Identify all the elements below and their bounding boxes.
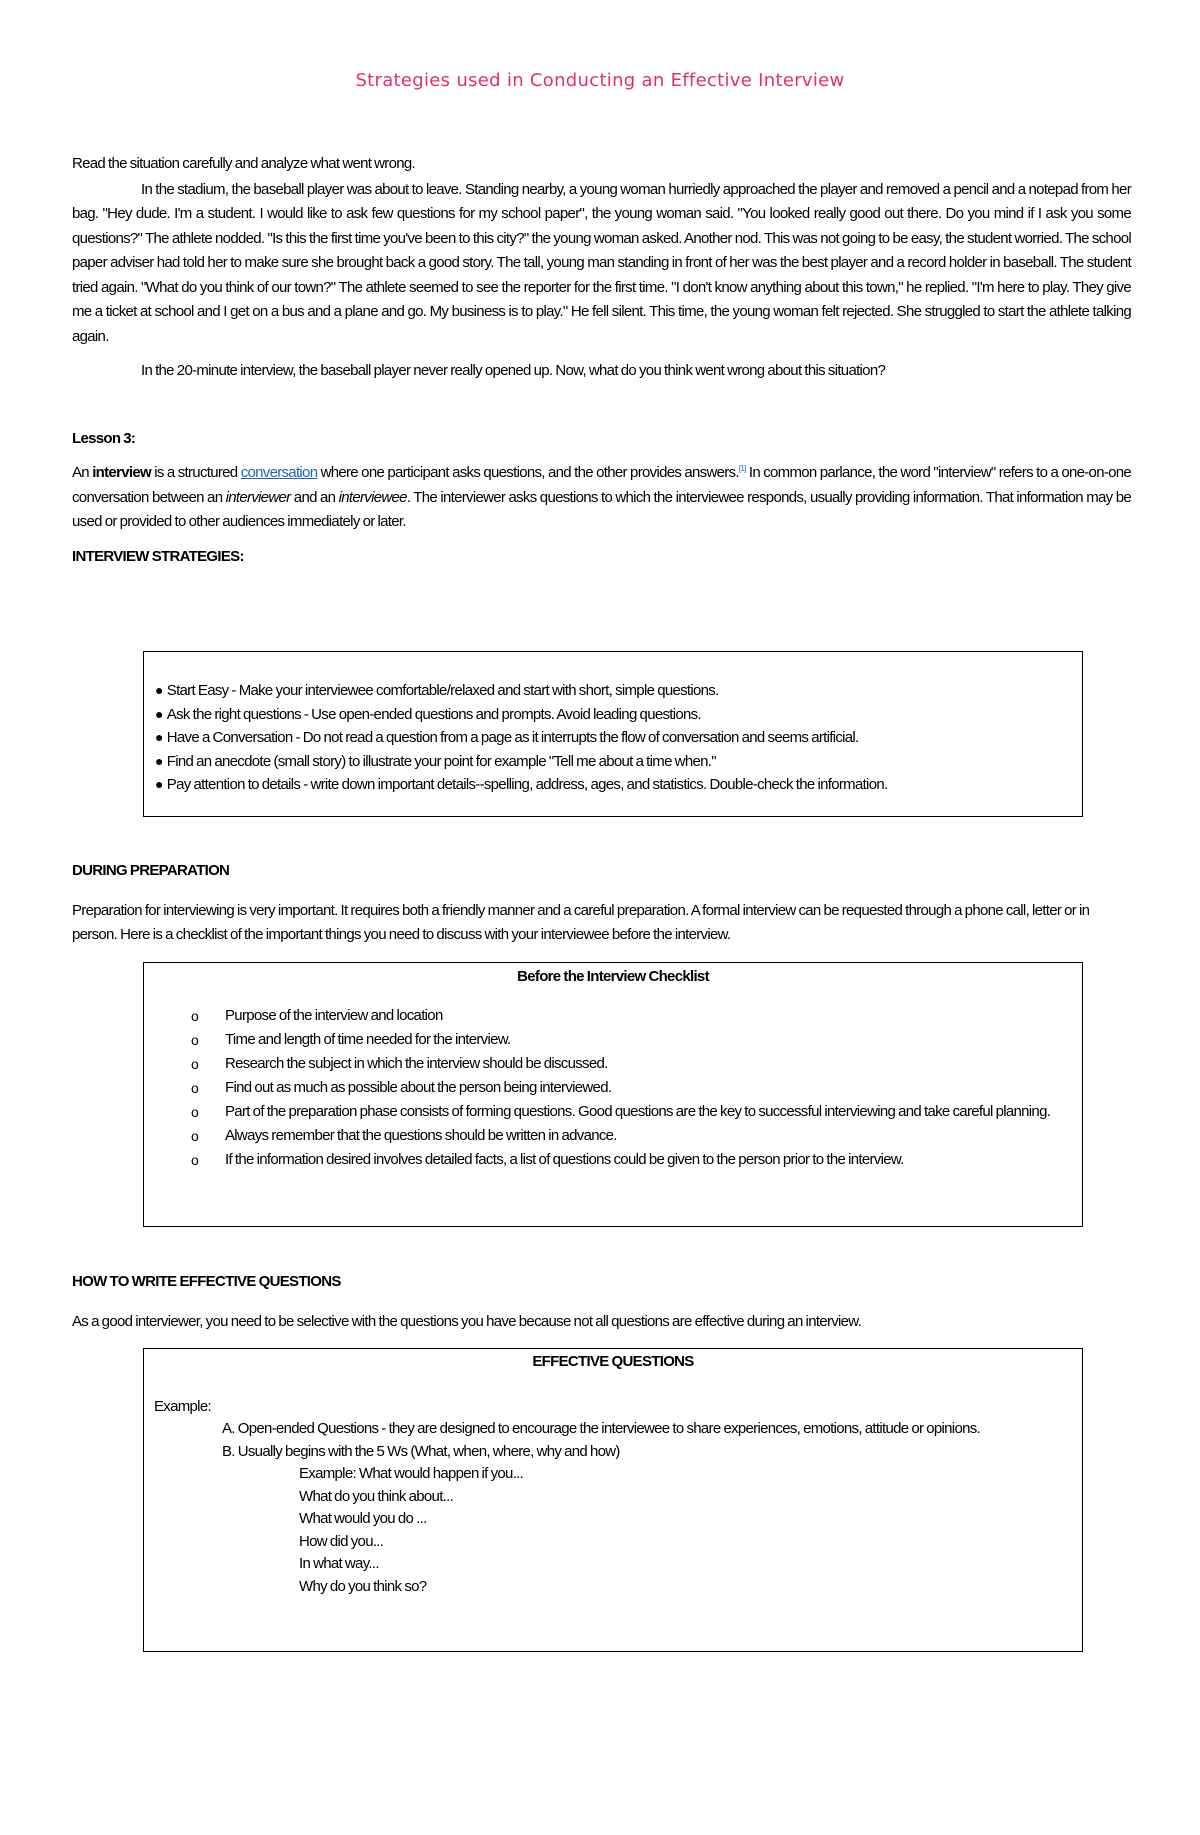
list-item — [155, 750, 1082, 774]
definition-part-2: where one participant asks questions, and the other provides answers. — [320, 464, 739, 481]
checklist-text: If the information desired involves detailed facts, a list of questions could be given to the person prior to the interview. — [225, 1151, 904, 1168]
list-item — [144, 1076, 1082, 1100]
strategy-text: Find an anecdote (small story) to illustrate your point for example "Tell me about a time when." — [166, 752, 716, 770]
checklist-text: Time and length of time needed for the interview. — [225, 1031, 511, 1048]
circle-bullet-icon: o — [191, 1032, 199, 1048]
checklist-text: Research the subject in which the interview should be discussed. — [225, 1055, 608, 1072]
strategy-text: Pay attention to details - write down important details--spelling, address, ages, and statistics. Double-check the information. — [166, 776, 888, 793]
checklist-text: Purpose of the interview and location — [225, 1007, 443, 1024]
circle-bullet-icon: o — [191, 1008, 199, 1024]
definition-part-4: . The interviewer asks questions to which the interviewee responds, usually providing information. That information may be used or provided to other audiences immediately or later. — [72, 488, 1132, 530]
list-item — [144, 1124, 1082, 1148]
sample-question: What would you do ... — [299, 1510, 427, 1527]
definition-part-3: In common parlance, the word "interview" refers to a one-on-one conversation between an — [72, 464, 1132, 506]
preparation-text: Preparation for interviewing is very important. It requires both a friendly manner and a careful preparation. A formal interview can be requested through a phone call, letter or in person. Here is a checklist of the important things you need to discuss with your interviewee before the interview. — [72, 901, 1090, 943]
definition-interviewer: interviewer — [225, 488, 291, 506]
questions-section — [72, 1270, 1131, 1334]
checklist-text: Find out as much as possible about the person being interviewed. — [225, 1079, 612, 1096]
sample-question: What do you think about... — [299, 1487, 454, 1505]
definition-term: interview — [92, 464, 151, 481]
checklist-title: Before the Interview Checklist — [517, 968, 709, 985]
checklist-box — [143, 962, 1083, 1227]
lesson-heading: Lesson 3: — [72, 429, 136, 447]
circle-bullet-icon: o — [191, 1080, 199, 1096]
definition-an: An — [72, 464, 89, 481]
conversation-link[interactable]: conversation — [240, 464, 318, 481]
option-a: A. Open-ended Questions - they are designed to encourage the interviewee to share experiences, emotions, attitude or opinions. — [222, 1420, 980, 1437]
list-item — [155, 703, 1082, 727]
option-b: B. Usually begins with the 5 Ws (What, when, where, why and how) — [222, 1442, 620, 1460]
strategies-heading: INTERVIEW STRATEGIES: — [72, 547, 244, 565]
strategies-list — [144, 652, 1082, 797]
strategy-text: Ask the right questions - Use open-ended questions and prompts. Avoid leading questions. — [166, 705, 701, 723]
definition-and: and an — [293, 488, 336, 506]
list-item — [144, 1100, 1082, 1124]
sample-question: Example: What would happen if you... — [299, 1465, 524, 1482]
intro-instruction: Read the situation carefully and analyze what went wrong. — [72, 155, 415, 172]
circle-bullet-icon: o — [191, 1104, 199, 1120]
effective-questions-title: EFFECTIVE QUESTIONS — [532, 1353, 694, 1370]
strategy-text: Start Easy - Make your interviewee comfortable/relaxed and start with short, simple questions. — [166, 682, 719, 699]
list-item — [155, 773, 1082, 797]
list-item — [144, 1004, 1082, 1028]
sample-question: How did you... — [299, 1532, 384, 1550]
story-paragraph-2: In the 20-minute interview, the baseball player never really opened up. Now, what do you think went wrong about this situation? — [141, 362, 886, 379]
bullet-icon: ● — [155, 682, 163, 698]
strategies-box — [143, 651, 1083, 817]
interview-definition — [72, 461, 1131, 535]
list-item — [144, 1052, 1082, 1076]
example-label: Example: — [154, 1397, 211, 1415]
checklist — [144, 1004, 1082, 1172]
circle-bullet-icon: o — [191, 1056, 199, 1072]
bullet-icon: ● — [155, 705, 163, 722]
list-item — [144, 1148, 1082, 1172]
checklist-text: Always remember that the questions should be written in advance. — [225, 1127, 617, 1144]
checklist-text: Part of the preparation phase consists of forming questions. Good questions are the key to successful interviewing and take careful planning. — [225, 1103, 1051, 1120]
sample-question: In what way... — [299, 1555, 379, 1572]
preparation-heading: DURING PREPARATION — [72, 862, 230, 879]
bullet-icon: ● — [155, 729, 163, 745]
bullet-icon: ● — [155, 752, 163, 769]
strategy-text: Have a Conversation - Do not read a question from a page as it interrupts the flow of conversation and seems artificial. — [166, 729, 859, 746]
sample-question: Why do you think so? — [299, 1577, 427, 1595]
questions-text: As a good interviewer, you need to be selective with the questions you have because not all questions are effective during an interview. — [72, 1312, 862, 1330]
list-item — [155, 679, 1082, 703]
reference-link[interactable]: [1] — [738, 464, 746, 473]
effective-questions-box — [143, 1348, 1083, 1652]
circle-bullet-icon: o — [191, 1128, 199, 1144]
circle-bullet-icon: o — [191, 1152, 199, 1168]
questions-heading: HOW TO WRITE EFFECTIVE QUESTIONS — [72, 1273, 341, 1290]
preparation-section — [72, 859, 1131, 948]
document-body — [72, 152, 1131, 569]
document-title: Strategies used in Conducting an Effective Interview — [355, 70, 845, 91]
definition-interviewee: interviewee — [338, 488, 407, 506]
definition-part-1: is a structured — [154, 464, 238, 481]
story-paragraph-1: In the stadium, the baseball player was about to leave. Standing nearby, a young woman hurriedly approached the player and removed a pencil and a notepad from her bag. "Hey dude. I'm a student. I would like to ask few questions for my school paper", the young woman said. "You looked really good out there. Do you mind if I ask you some questions?" The athlete nodded. "Is this the first time you've been to this city?" the young woman asked. Another nod. This was not going to be easy, the student worried. The school paper adviser had told her to make sure she brought back a good story. The tall, young man standing in front of her was the best player and a record holder in baseball. The student tried again. "What do you think of our town?" The athlete seemed to see the reporter for the first time. "I don't know anything about this town," he replied. "I'm here to play. They give me a ticket at school and I get on a bus and a plane and go. My business is to play." He fell silent. This time, the young woman felt rejected. She struggled to start the athlete talking again. — [72, 180, 1131, 345]
bullet-icon: ● — [155, 776, 163, 792]
list-item — [155, 726, 1082, 750]
list-item — [144, 1028, 1082, 1052]
